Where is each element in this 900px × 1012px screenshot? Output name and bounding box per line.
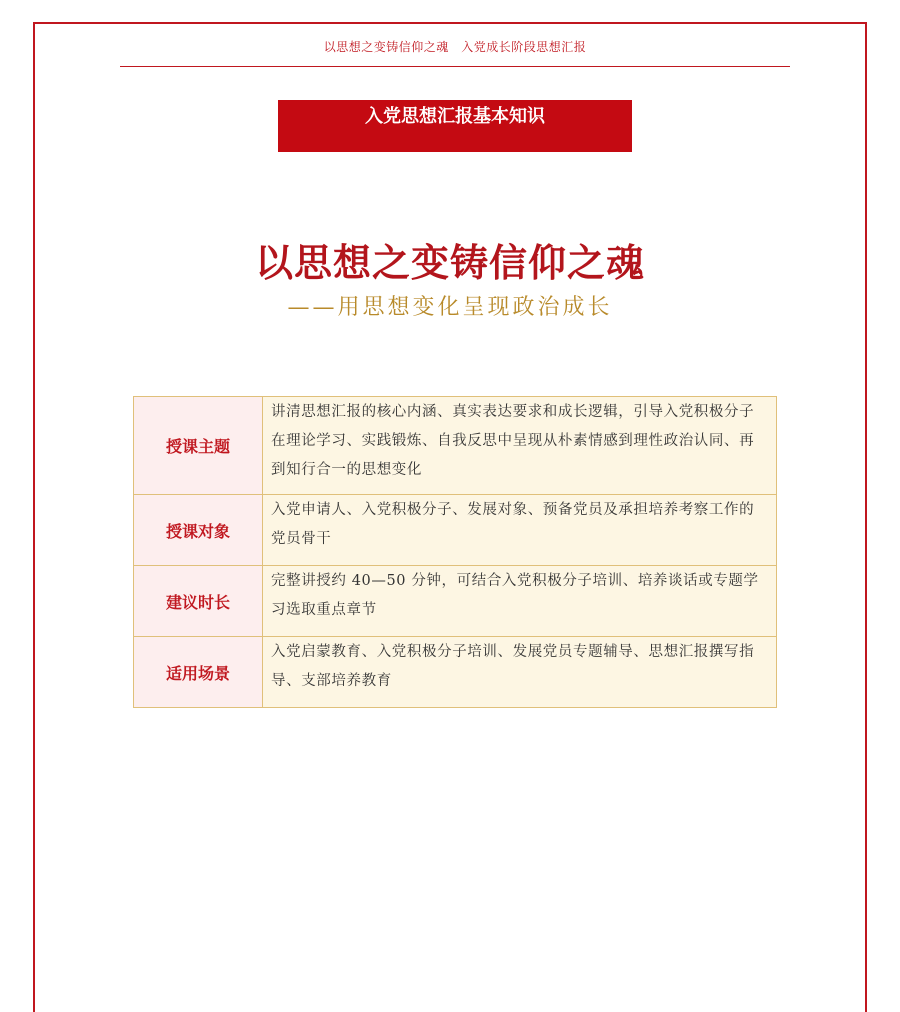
row-content: 入党申请人、入党积极分子、发展对象、预备党员及承担培养考察工作的党员骨干 <box>263 495 777 566</box>
running-header: 以思想之变铸信仰之魂 入党成长阶段思想汇报 <box>323 40 587 54</box>
table-row <box>134 495 777 566</box>
table-row <box>134 566 777 637</box>
row-content: 完整讲授约 40—50 分钟，可结合入党积极分子培训、培养谈话或专题学习选取重点章节 <box>263 566 777 637</box>
row-label: 适用场景 <box>134 637 263 708</box>
table-row <box>134 397 777 495</box>
row-label: 授课主题 <box>134 397 263 495</box>
row-label: 授课对象 <box>134 495 263 566</box>
row-content: 讲清思想汇报的核心内涵、真实表达要求和成长逻辑，引导入党积极分子在理论学习、实践锻炼、自我反思中呈现从朴素情感到理性政治认同、再到知行合一的思想变化 <box>263 397 777 495</box>
row-content: 入党启蒙教育、入党积极分子培训、发展党员专题辅导、思想汇报撰写指导、支部培养教育 <box>263 637 777 708</box>
page-subtitle: ——用思想变化呈现政治成长 <box>287 295 613 320</box>
header-divider <box>120 66 790 67</box>
page-title: 以思想之变铸信仰之魂 <box>254 240 645 285</box>
table-row <box>134 637 777 708</box>
course-info-table <box>133 396 777 708</box>
row-label: 建议时长 <box>134 566 263 637</box>
section-banner: 入党思想汇报基本知识 <box>278 100 632 152</box>
